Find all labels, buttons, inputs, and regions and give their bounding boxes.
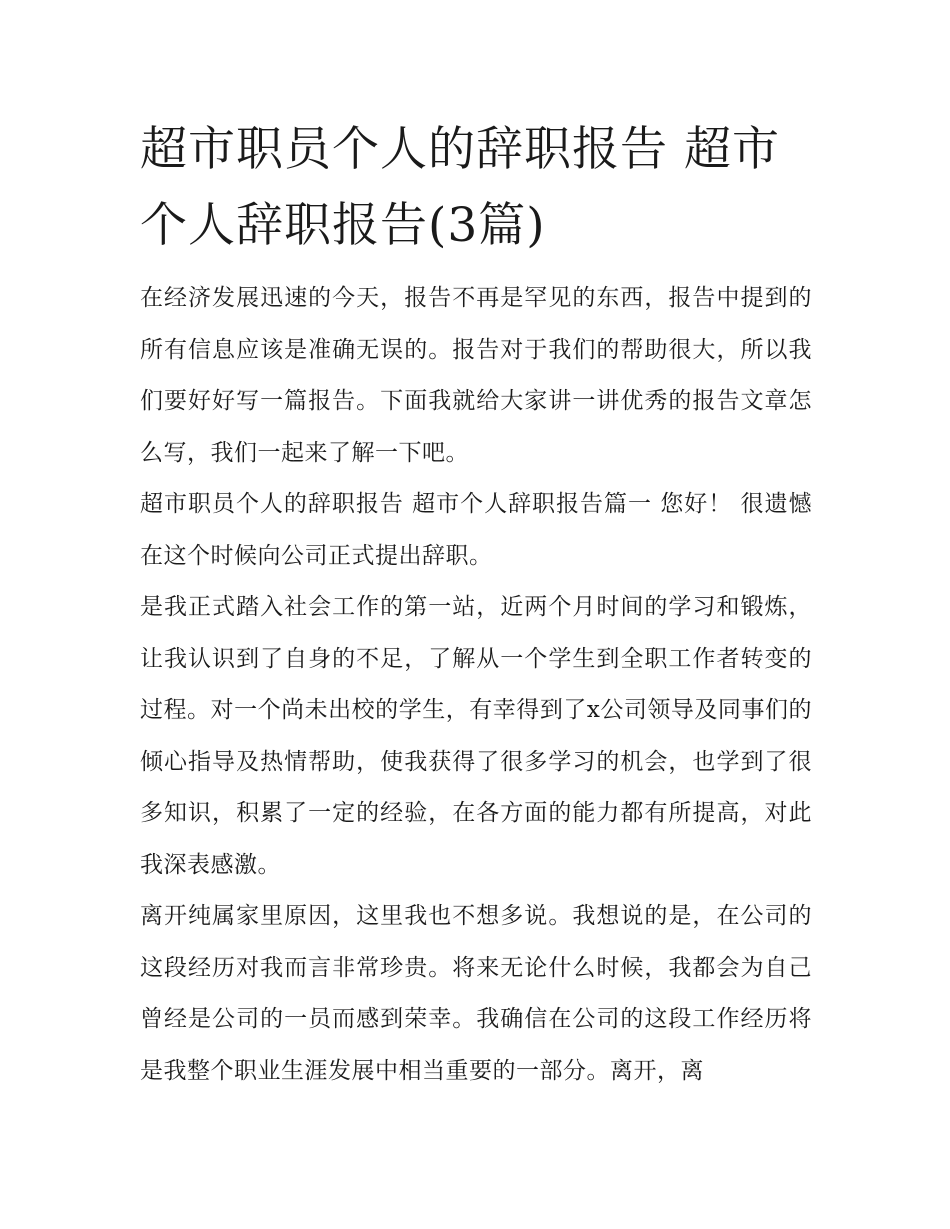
paragraph-intro: 在经济发展迅速的今天，报告不再是罕见的东西，报告中提到的所有信息应该是准确无误的。报告对于我们的帮助很大，所以我们要好好写一篇报告。下面我就给大家讲一讲优秀的报告文章怎么写，我们一起来了解一下吧。 bbox=[140, 285, 812, 466]
paragraph-experience: 是我正式踏入社会工作的第一站，近两个月时间的学习和锻炼，让我认识到了自身的不足，了解从一个学生到全职工作者转变的过程。对一个尚未出校的学生，有幸得到了x公司领导及同事们的倾心指导及热情帮助，使我获得了很多学习的机会，也学到了很多知识，积累了一定的经验，在各方面的能力都有所提高，对此我深表感激。 bbox=[140, 594, 812, 878]
document-body bbox=[140, 273, 812, 1097]
document-title: 超市职员个人的辞职报告 超市个人辞职报告(3篇) bbox=[140, 122, 780, 253]
document-page bbox=[140, 112, 812, 1097]
paragraph-reason: 离开纯属家里原因，这里我也不想多说。我想说的是，在公司的这段经历对我而言非常珍贵。将来无论什么时候，我都会为自己曾经是公司的一员而感到荣幸。我确信在公司的这段工作经历将是我整个职业生涯发展中相当重要的一部分。离开，离 bbox=[140, 903, 812, 1084]
paragraph-greeting: 超市职员个人的辞职报告 超市个人辞职报告篇一 您好！ 很遗憾在这个时候向公司正式提出辞职。 bbox=[140, 491, 812, 569]
